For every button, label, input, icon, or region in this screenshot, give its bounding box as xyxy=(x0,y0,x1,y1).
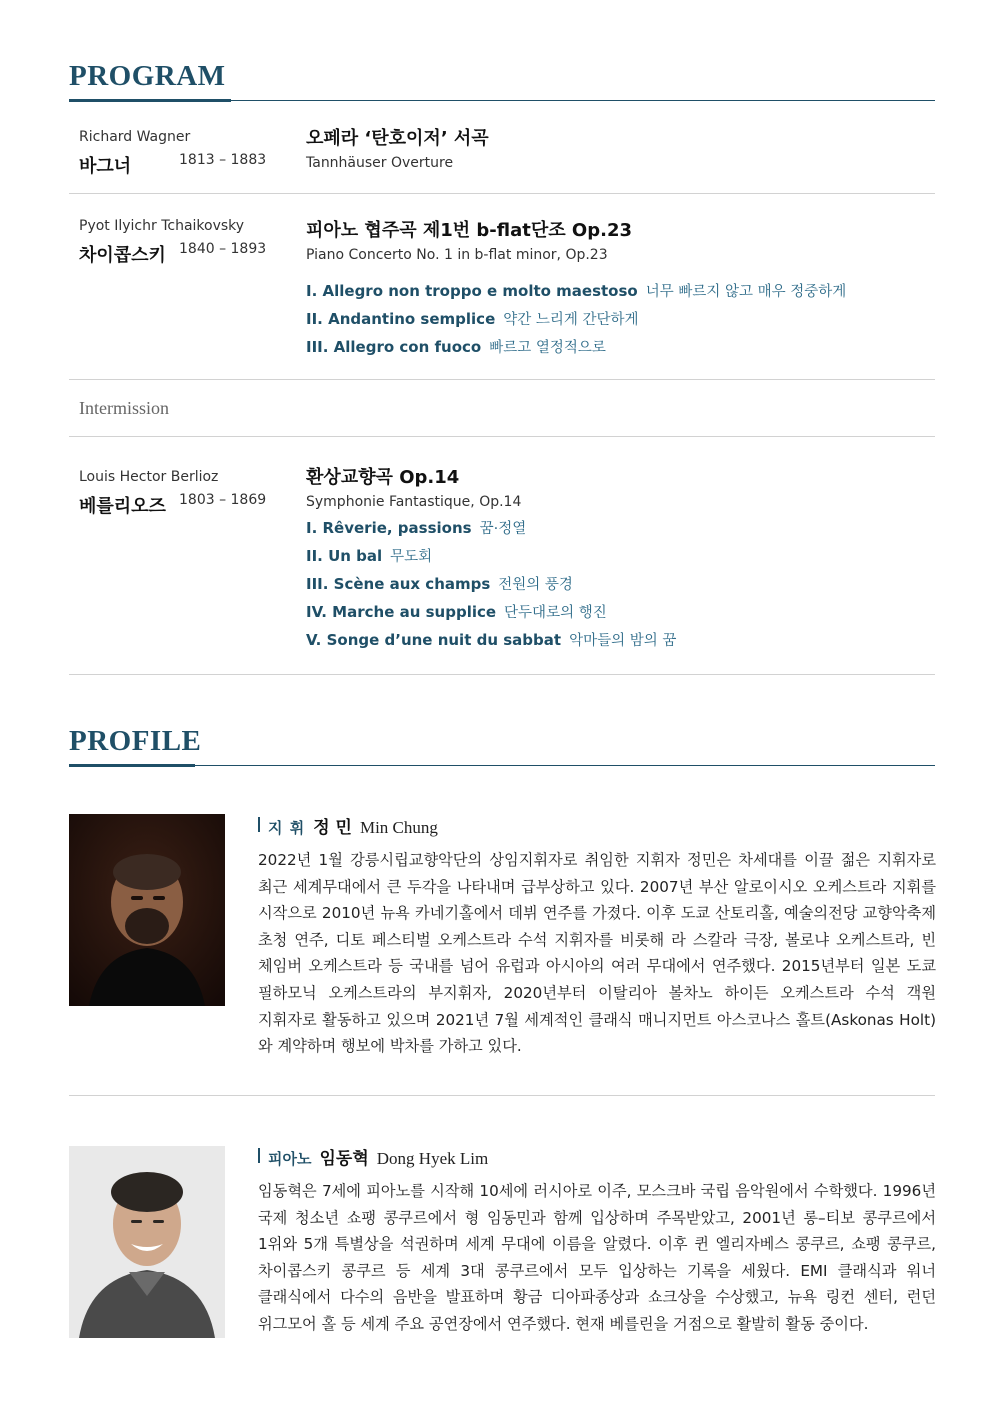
movement-item: III. Allegro con fuoco 빠르고 열정적으로 xyxy=(306,338,606,356)
composer-years: 1803 – 1869 xyxy=(179,492,267,508)
composer-name-ko: 바그너 xyxy=(79,156,132,177)
movement-list xyxy=(306,278,936,362)
intermission-label: Intermission xyxy=(79,398,169,418)
composer-wagner xyxy=(79,128,289,178)
work-title-en: Symphonie Fantastique, Op.14 xyxy=(306,494,522,510)
pianist-photo xyxy=(69,1146,225,1338)
work-title-ko: 환상교향곡 Op.14 xyxy=(306,467,460,488)
profile-rule-accent xyxy=(69,764,195,767)
profile-header xyxy=(69,727,935,769)
role-marker xyxy=(258,817,260,832)
work-berlioz xyxy=(306,467,936,655)
movement-item: V. Songe d’une nuit du sabbat 악마들의 밤의 꿈 xyxy=(306,631,677,649)
person-name-en: Min Chung xyxy=(359,818,438,837)
pianist-heading xyxy=(258,1144,936,1169)
profile-divider xyxy=(69,1095,935,1096)
movement-item: I. Allegro non troppo e molto maestoso 너무 빠르지 않고 매우 정중하게 xyxy=(306,282,847,300)
composer-years: 1813 – 1883 xyxy=(179,152,267,168)
movement-item: IV. Marche au supplice 단두대로의 행진 xyxy=(306,603,607,621)
conductor-profile xyxy=(258,813,936,1060)
composer-name-ko: 차이콥스키 xyxy=(79,245,166,266)
person-bio: 임동혁은 7세에 피아노를 시작해 10세에 러시아로 이주, 모스크바 국립 음악원에서 수학했다. 1996년 국제 청소년 쇼팽 콩쿠르에서 형 임동민과 함께 입상하며 주목받았고, 2001년 롱–티보 콩쿠르에서 1위와 5개 특별상을 석권하며 세계 무대에 이름을 알렸다. 이후 퀸 엘리자베스 콩쿠르, 쇼팽 콩쿠르, 차이콥스키 콩쿠르 등 세계 3대 콩쿠르에서 모두 입상하는 기록을 세웠다. EMI 클래식과 워너 클래식에서 다수의 음반을 발표하며 황금 디아파종상과 쇼크상을 수상했고, 뉴욕 링컨 센터, 런던 위그모어 홀 등 세계 주요 공연장에서 연주했다. 현재 베를린을 거점으로 활발히 활동 중이다. xyxy=(258,1182,936,1333)
work-title-ko: 오페라 ‘탄호이저’ 서곡 xyxy=(306,128,489,149)
conductor-photo xyxy=(69,814,225,1006)
pianist-profile xyxy=(258,1144,936,1338)
composer-name-ko: 베를리오즈 xyxy=(79,496,166,517)
role-label: 피아노 xyxy=(268,1150,312,1168)
role-label: 지 휘 xyxy=(268,819,306,837)
work-wagner xyxy=(306,128,936,172)
movement-item: III. Scène aux champs 전원의 풍경 xyxy=(306,575,573,593)
composer-years: 1840 – 1893 xyxy=(179,241,267,257)
program-divider xyxy=(69,436,935,437)
person-name-ko: 정 민 xyxy=(313,818,352,838)
program-divider xyxy=(69,193,935,194)
composer-name-en: Pyot Ilyichr Tchaikovsky xyxy=(79,218,245,234)
composer-name-en: Louis Hector Berlioz xyxy=(79,469,219,485)
person-name-en: Dong Hyek Lim xyxy=(376,1149,489,1168)
composer-name-en: Richard Wagner xyxy=(79,129,191,145)
movement-item: II. Andantino semplice 약간 느리게 간단하게 xyxy=(306,310,639,328)
composer-tchaikovsky xyxy=(79,217,289,267)
work-title-en: Piano Concerto No. 1 in b-flat minor, Op.23 xyxy=(306,247,608,263)
program-divider xyxy=(69,379,935,380)
program-header xyxy=(69,62,935,104)
composer-berlioz xyxy=(79,468,289,518)
profile-title: PROFILE xyxy=(69,725,202,757)
conductor-heading xyxy=(258,813,936,838)
movement-list xyxy=(306,515,936,655)
work-tchaikovsky xyxy=(306,220,936,362)
movement-item: I. Rêverie, passions 꿈·정열 xyxy=(306,519,527,537)
profile-rule xyxy=(69,765,935,766)
program-divider xyxy=(69,674,935,675)
program-rule-accent xyxy=(69,99,231,102)
movement-item: II. Un bal 무도회 xyxy=(306,547,433,565)
work-title-en: Tannhäuser Overture xyxy=(306,155,454,171)
person-bio: 2022년 1월 강릉시립교향악단의 상임지휘자로 취임한 지휘자 정민은 차세대를 이끌 젊은 지휘자로 최근 세계무대에서 큰 두각을 나타내며 급부상하고 있다. 2007년 부산 알로이시오 오케스트라 지휘를 시작으로 2010년 뉴욕 카네기홀에서 데뷔 연주를 가졌다. 이후 도쿄 산토리홀, 예술의전당 교향악축제 초청 연주, 디토 페스티벌 오케스트라 수석 지휘자를 비롯해 라 스칼라 극장, 볼로냐 오케스트라, 빈 체임버 오케스트라 등 국내를 넘어 유럽과 아시아의 여러 무대에서 연주했다. 2015년부터 일본 도쿄 필하모닉 오케스트라의 부지휘자, 2020년부터 이탈리아 볼차노 하이든 오케스트라 수석 객원 지휘자로 활동하고 있으며 2021년 7월 세계적인 클래식 매니지먼트 아스코나스 홀트(Askonas Holt)와 계약하며 행보에 박차를 가하고 있다. xyxy=(258,851,936,1056)
role-marker xyxy=(258,1148,260,1163)
work-title-ko: 피아노 협주곡 제1번 b-flat단조 Op.23 xyxy=(306,220,632,241)
person-name-ko: 임동혁 xyxy=(319,1149,369,1169)
program-title: PROGRAM xyxy=(69,60,226,92)
